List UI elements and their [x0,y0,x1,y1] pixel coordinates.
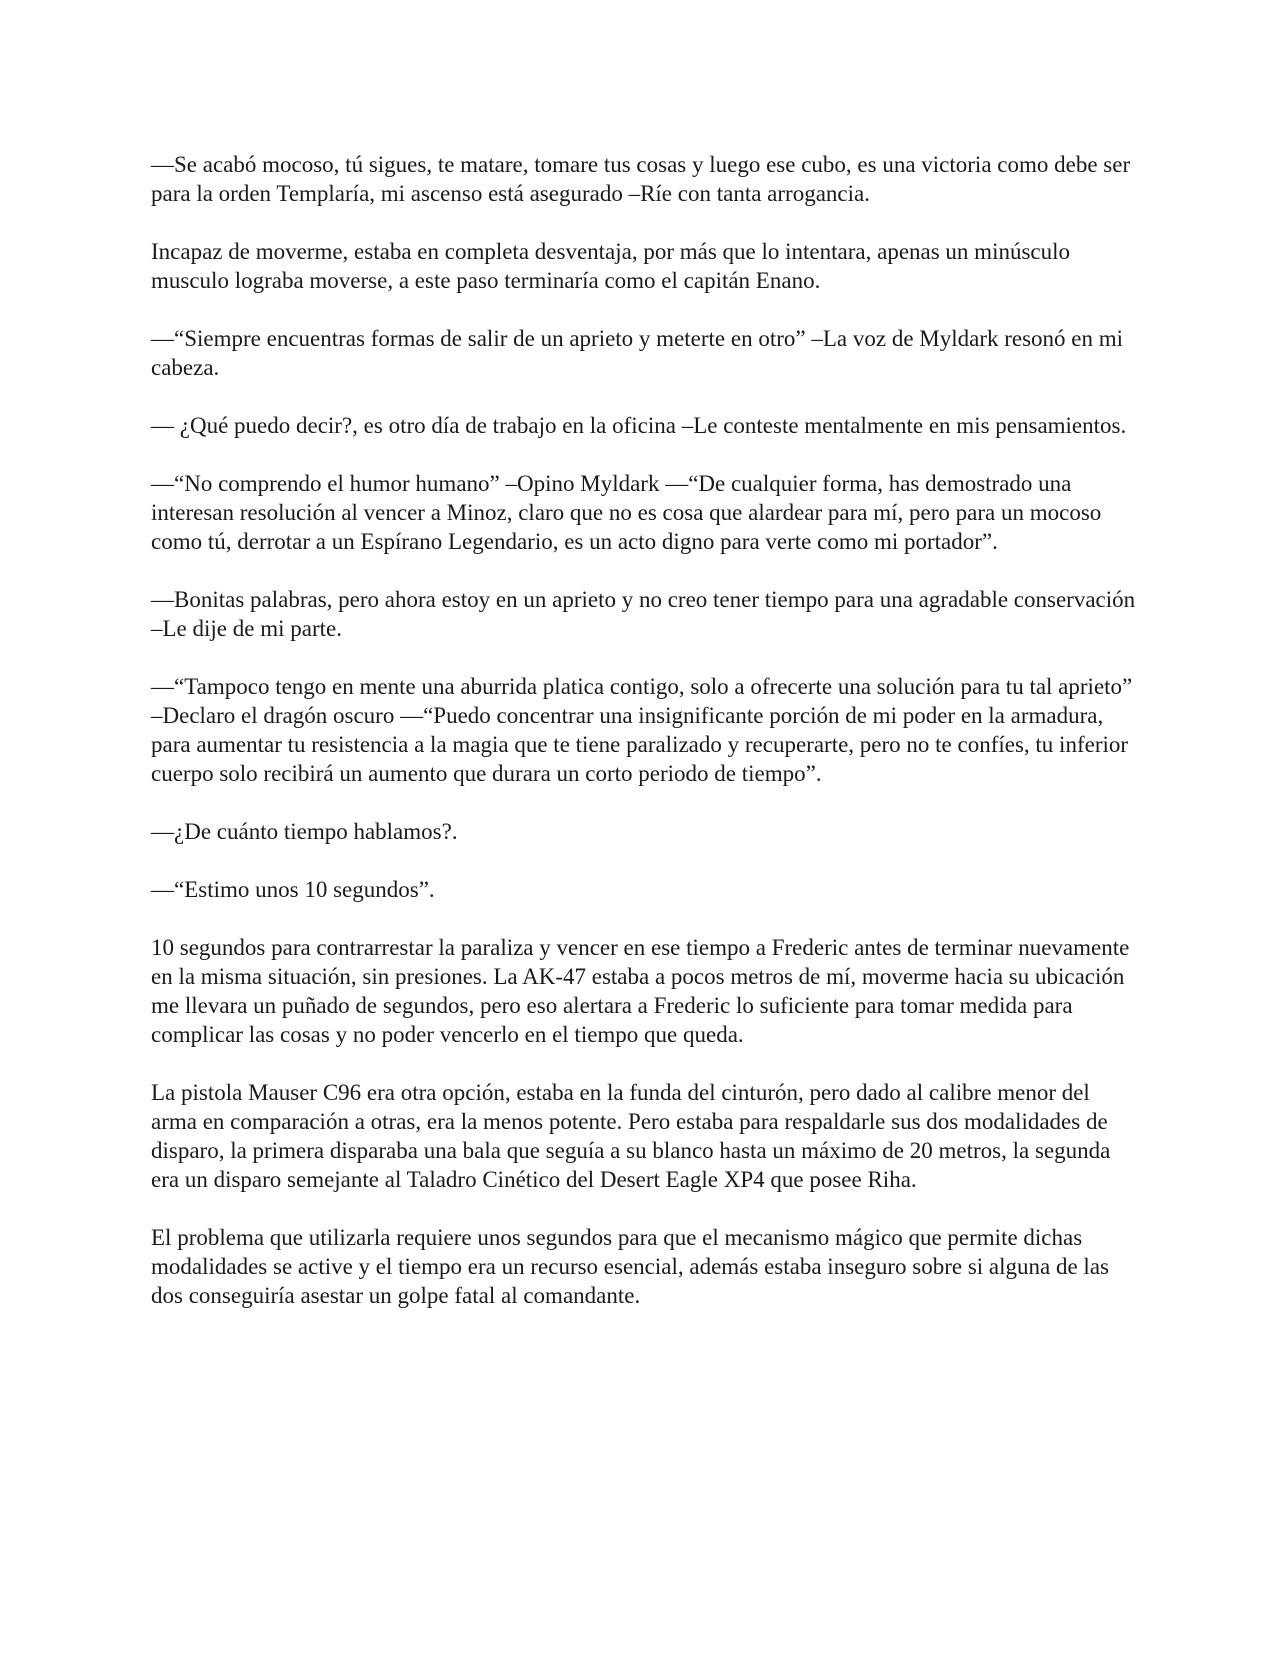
paragraph: —¿De cuánto tiempo hablamos?. [151,819,458,844]
paragraph: —“Siempre encuentras formas de salir de un aprieto y meterte en otro” –La voz de Myldark resonó en mi cabeza. [151,326,1124,380]
paragraph: —Se acabó mocoso, tú sigues, te matare, tomare tus cosas y luego ese cubo, es una victoria como debe ser para la orden Templaría, mi ascenso está asegurado –Ríe con tanta arrogancia. [151,152,1131,206]
paragraph: —“No comprendo el humor humano” –Opino Myldark —“De cualquier forma, has demostrado una interesan resolución al vencer a Minoz, claro que no es cosa que alardear para mí, pero para un mocoso como tú, derrotar a un Espírano Legendario, es un acto digno para verte como mi portador”. [151,471,1102,554]
paragraph: —Bonitas palabras, pero ahora estoy en un aprieto y no creo tener tiempo para una agradable conservación –Le dije de mi parte. [151,587,1136,641]
paragraph: —“Estimo unos 10 segundos”. [151,877,435,902]
paragraph: — ¿Qué puedo decir?, es otro día de trabajo en la oficina –Le conteste mentalmente en mis pensamientos. [151,413,1127,438]
paragraph: La pistola Mauser C96 era otra opción, estaba en la funda del cinturón, pero dado al calibre menor del arma en comparación a otras, era la menos potente. Pero estaba para respaldarle sus dos modalidades de disparo, la primera disparaba una bala que seguía a su blanco hasta un máximo de 20 metros, la segunda era un disparo semejante al Taladro Cinético del Desert Eagle XP4 que posee Riha. [151,1080,1111,1192]
document-page [151,150,1141,1339]
paragraph: El problema que utilizarla requiere unos segundos para que el mecanismo mágico que permite dichas modalidades se active y el tiempo era un recurso esencial, además estaba inseguro sobre si alguna de las dos conseguiría asestar un golpe fatal al comandante. [151,1225,1109,1308]
paragraph: 10 segundos para contrarrestar la paraliza y vencer en ese tiempo a Frederic antes de terminar nuevamente en la misma situación, sin presiones. La AK-47 estaba a pocos metros de mí, moverme hacia su ubicación me llevara un puñado de segundos, pero eso alertara a Frederic lo suficiente para tomar medida para complicar las cosas y no poder vencerlo en el tiempo que queda. [151,935,1130,1047]
paragraph: —“Tampoco tengo en mente una aburrida platica contigo, solo a ofrecerte una solución para tu tal aprieto” –Declaro el dragón oscuro —“Puedo concentrar una insignificante porción de mi poder en la armadura, para aumentar tu resistencia a la magia que te tiene paralizado y recuperarte, pero no te confíes, tu inferior cuerpo solo recibirá un aumento que durara un corto periodo de tiempo”. [151,674,1133,786]
paragraph: Incapaz de moverme, estaba en completa desventaja, por más que lo intentara, apenas un minúsculo musculo lograba moverse, a este paso terminaría como el capitán Enano. [151,239,1071,293]
